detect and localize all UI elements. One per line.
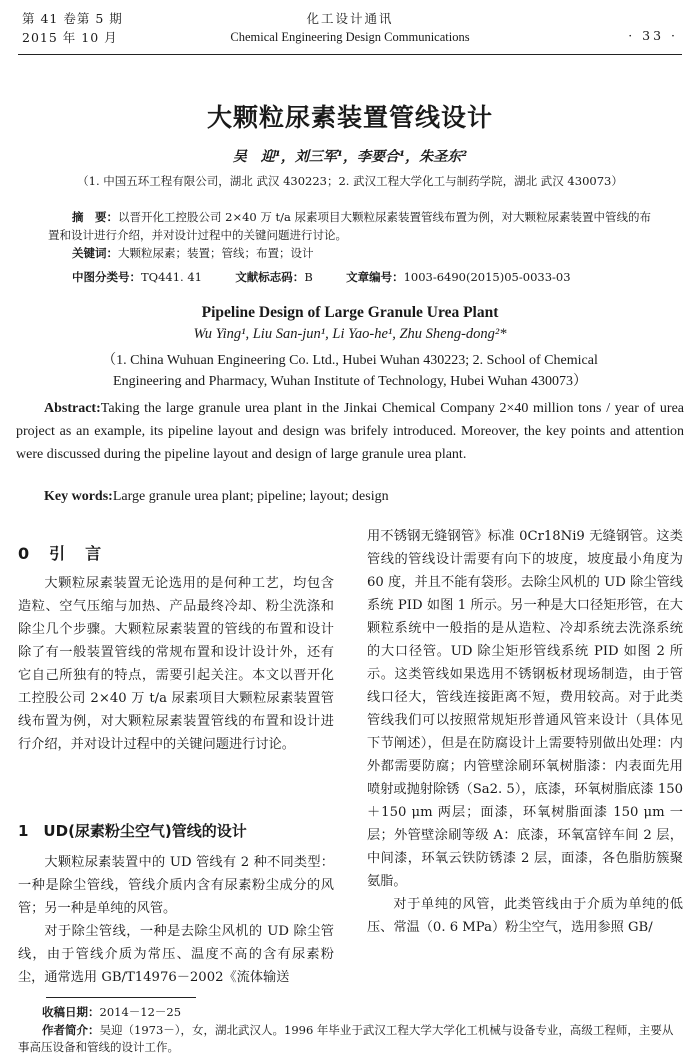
received-label: 收稿日期： bbox=[42, 1005, 100, 1019]
doc-code-value: B bbox=[304, 270, 313, 284]
journal-name-en: Chemical Engineering Design Communications bbox=[230, 30, 470, 44]
received-date bbox=[18, 1004, 684, 1021]
clc-label: 中图分类号： bbox=[72, 270, 141, 284]
classification-line bbox=[72, 269, 571, 285]
bio-text: 吴迎（1973－），女，湖北武汉人。1996 年毕业于武汉工程大学大学化工机械与设备专业，高级工程师，主要从事高压设备和管线的设计工作。 bbox=[18, 1023, 674, 1054]
authors-cn: 吴 迎¹，刘三军¹，李要合¹，朱圣东² bbox=[232, 149, 468, 165]
section-0-body bbox=[18, 572, 334, 756]
paragraph: 大颗粒尿素装置无论选用的是何种工艺，均包含造粒、空气压缩与加热、产品最终冷却、粉尘洗涤和除尘几个步骤。大颗粒尿素装置的管线的布置和设计除了有一般装置管线的常规布置和设计设计外，还有它自己所独有的特点，需要引起关注。本文以晋开化工控股公司 2×40 万 t/a 尿素项目大颗粒尿素装置管线布置为例，对大颗粒尿素装置管线的布置和设计进行介绍，并对设计过程中的关键问题进行讨论。 bbox=[18, 576, 334, 752]
author-bio bbox=[18, 1022, 684, 1056]
right-column-body bbox=[367, 525, 683, 939]
article-no-label: 文章编号： bbox=[346, 270, 404, 284]
footnote-divider bbox=[46, 997, 196, 998]
authors-en: Wu Ying¹, Liu San-jun¹, Li Yao-he¹, Zhu Sheng-dong²* bbox=[193, 326, 507, 342]
abstract-cn-label: 摘 要： bbox=[72, 210, 118, 224]
article-title-cn: 大颗粒尿素装置管线设计 bbox=[206, 103, 493, 132]
article-title-en: Pipeline Design of Large Granule Urea Plant bbox=[201, 304, 499, 321]
paragraph: 用不锈钢无缝钢管》标准 0Cr18Ni9 无缝钢管。这类管线的管线设计需要有向下的坡度，坡度最小角度为 60 度，并且不能有袋形。去除尘风机的 UD 除尘管线系统 PID 如图 1 所示。另一种是大口径矩形管，在大颗粒系统中一般指的是从造粒、冷却系统去洗涤系统的大口径管。UD 除尘矩形管线系统 PID 如图 2 所示。这类管线如果选用不锈钢板材现场制造，由于管线口径大，管线连接距离不短，费用较高。对于此类管线我们可以按照常规矩形普通风管来设计（具体见下节阐述），但是在防腐设计上需要特别做出处理：内外都需要防腐；内管壁涂刷环氧树脂漆：内表面先用喷射或抛射除锈（Sa2. 5），底漆，环氧树脂底漆 150＋150 μm 两层；面漆，环氧树脂面漆 150 μm 一层；外管壁涂刷等级 A：底漆，环氧富锌车间 2 层，中间漆，环氧云铁防锈漆 2 层，面漆，各色脂肪簇聚氨脂。 bbox=[367, 529, 683, 889]
paragraph: 大颗粒尿素装置中的 UD 管线有 2 种不同类型：一种是除尘管线，管线介质内含有尿素粉尘成分的风管；另一种是单纯的风管。 bbox=[18, 855, 334, 916]
keywords-cn-label: 关键词： bbox=[72, 246, 118, 260]
keywords-cn-text: 大颗粒尿素；装置；管线；布置；设计 bbox=[118, 246, 314, 260]
affiliation-en bbox=[40, 350, 660, 392]
abstract-en-label: Abstract: bbox=[44, 401, 101, 416]
paragraph: 对于单纯的风管，此类管线由于介质为单纯的低压、常温（0. 6 MPa）粉尘空气，选用参照 GB/ bbox=[367, 897, 683, 935]
page-number: · 33 · bbox=[628, 28, 678, 43]
journal-name bbox=[180, 9, 520, 47]
keywords-en-text: Large granule urea plant; pipeline; layout; design bbox=[112, 489, 389, 504]
bio-label: 作者简介： bbox=[42, 1023, 100, 1037]
abstract-cn-text: 以晋开化工控股公司 2×40 万 t/a 尿素项目大颗粒尿素装置管线布置为例，对大颗粒尿素装置中管线的布置和设计进行介绍，并对设计过程中的关键问题进行讨论。 bbox=[48, 210, 652, 242]
article-no-value: 1003-6490(2015)05-0033-03 bbox=[403, 270, 571, 284]
section-0-heading: 0 引 言 bbox=[18, 544, 104, 563]
affiliation-en-line1: （1. China Wuhuan Engineering Co. Ltd., Hubei Wuhan 430223; 2. School of Chemical bbox=[102, 353, 598, 368]
journal-volume-info bbox=[22, 9, 123, 47]
journal-issue: 第 41 卷第 5 期 bbox=[22, 11, 123, 26]
affiliation-en-line2: Engineering and Pharmacy, Wuhan Institute of Technology, Hubei Wuhan 430073） bbox=[113, 374, 587, 389]
section-1-heading: 1 UD(尿素粉尘空气)管线的设计 bbox=[18, 822, 247, 840]
section-1-body bbox=[18, 851, 334, 989]
keywords-en-label: Key words: bbox=[44, 489, 113, 504]
doc-code-label: 文献标志码： bbox=[235, 270, 305, 284]
affiliation-cn: （1. 中国五环工程有限公司，湖北 武汉 430223；2. 武汉工程大学化工与制药学院，湖北 武汉 430073） bbox=[77, 174, 623, 188]
paragraph: 对于除尘管线，一种是去除尘风机的 UD 除尘管线，由于管线介质为常压、温度不高的含有尿素粉尘，通常选用 GB/T14976－2002《流体输送 bbox=[18, 924, 334, 985]
header-divider bbox=[18, 54, 682, 55]
clc-value: TQ441. 41 bbox=[141, 270, 202, 284]
journal-date: 2015 年 10 月 bbox=[22, 30, 118, 45]
abstract-en bbox=[16, 397, 684, 466]
abstract-cn bbox=[48, 208, 660, 262]
received-value: 2014－12－25 bbox=[99, 1005, 182, 1019]
abstract-en-text: Taking the large granule urea plant in the Jinkai Chemical Company 2×40 million tons / year of urea project as an example, its pipeline layout and design was brifely introduced. Moreover, the key points and attention were discussed during the pipeline layout and design of large granule urea plant. bbox=[16, 401, 684, 462]
keywords-en bbox=[44, 489, 684, 505]
journal-name-cn: 化工设计通讯 bbox=[306, 11, 394, 26]
